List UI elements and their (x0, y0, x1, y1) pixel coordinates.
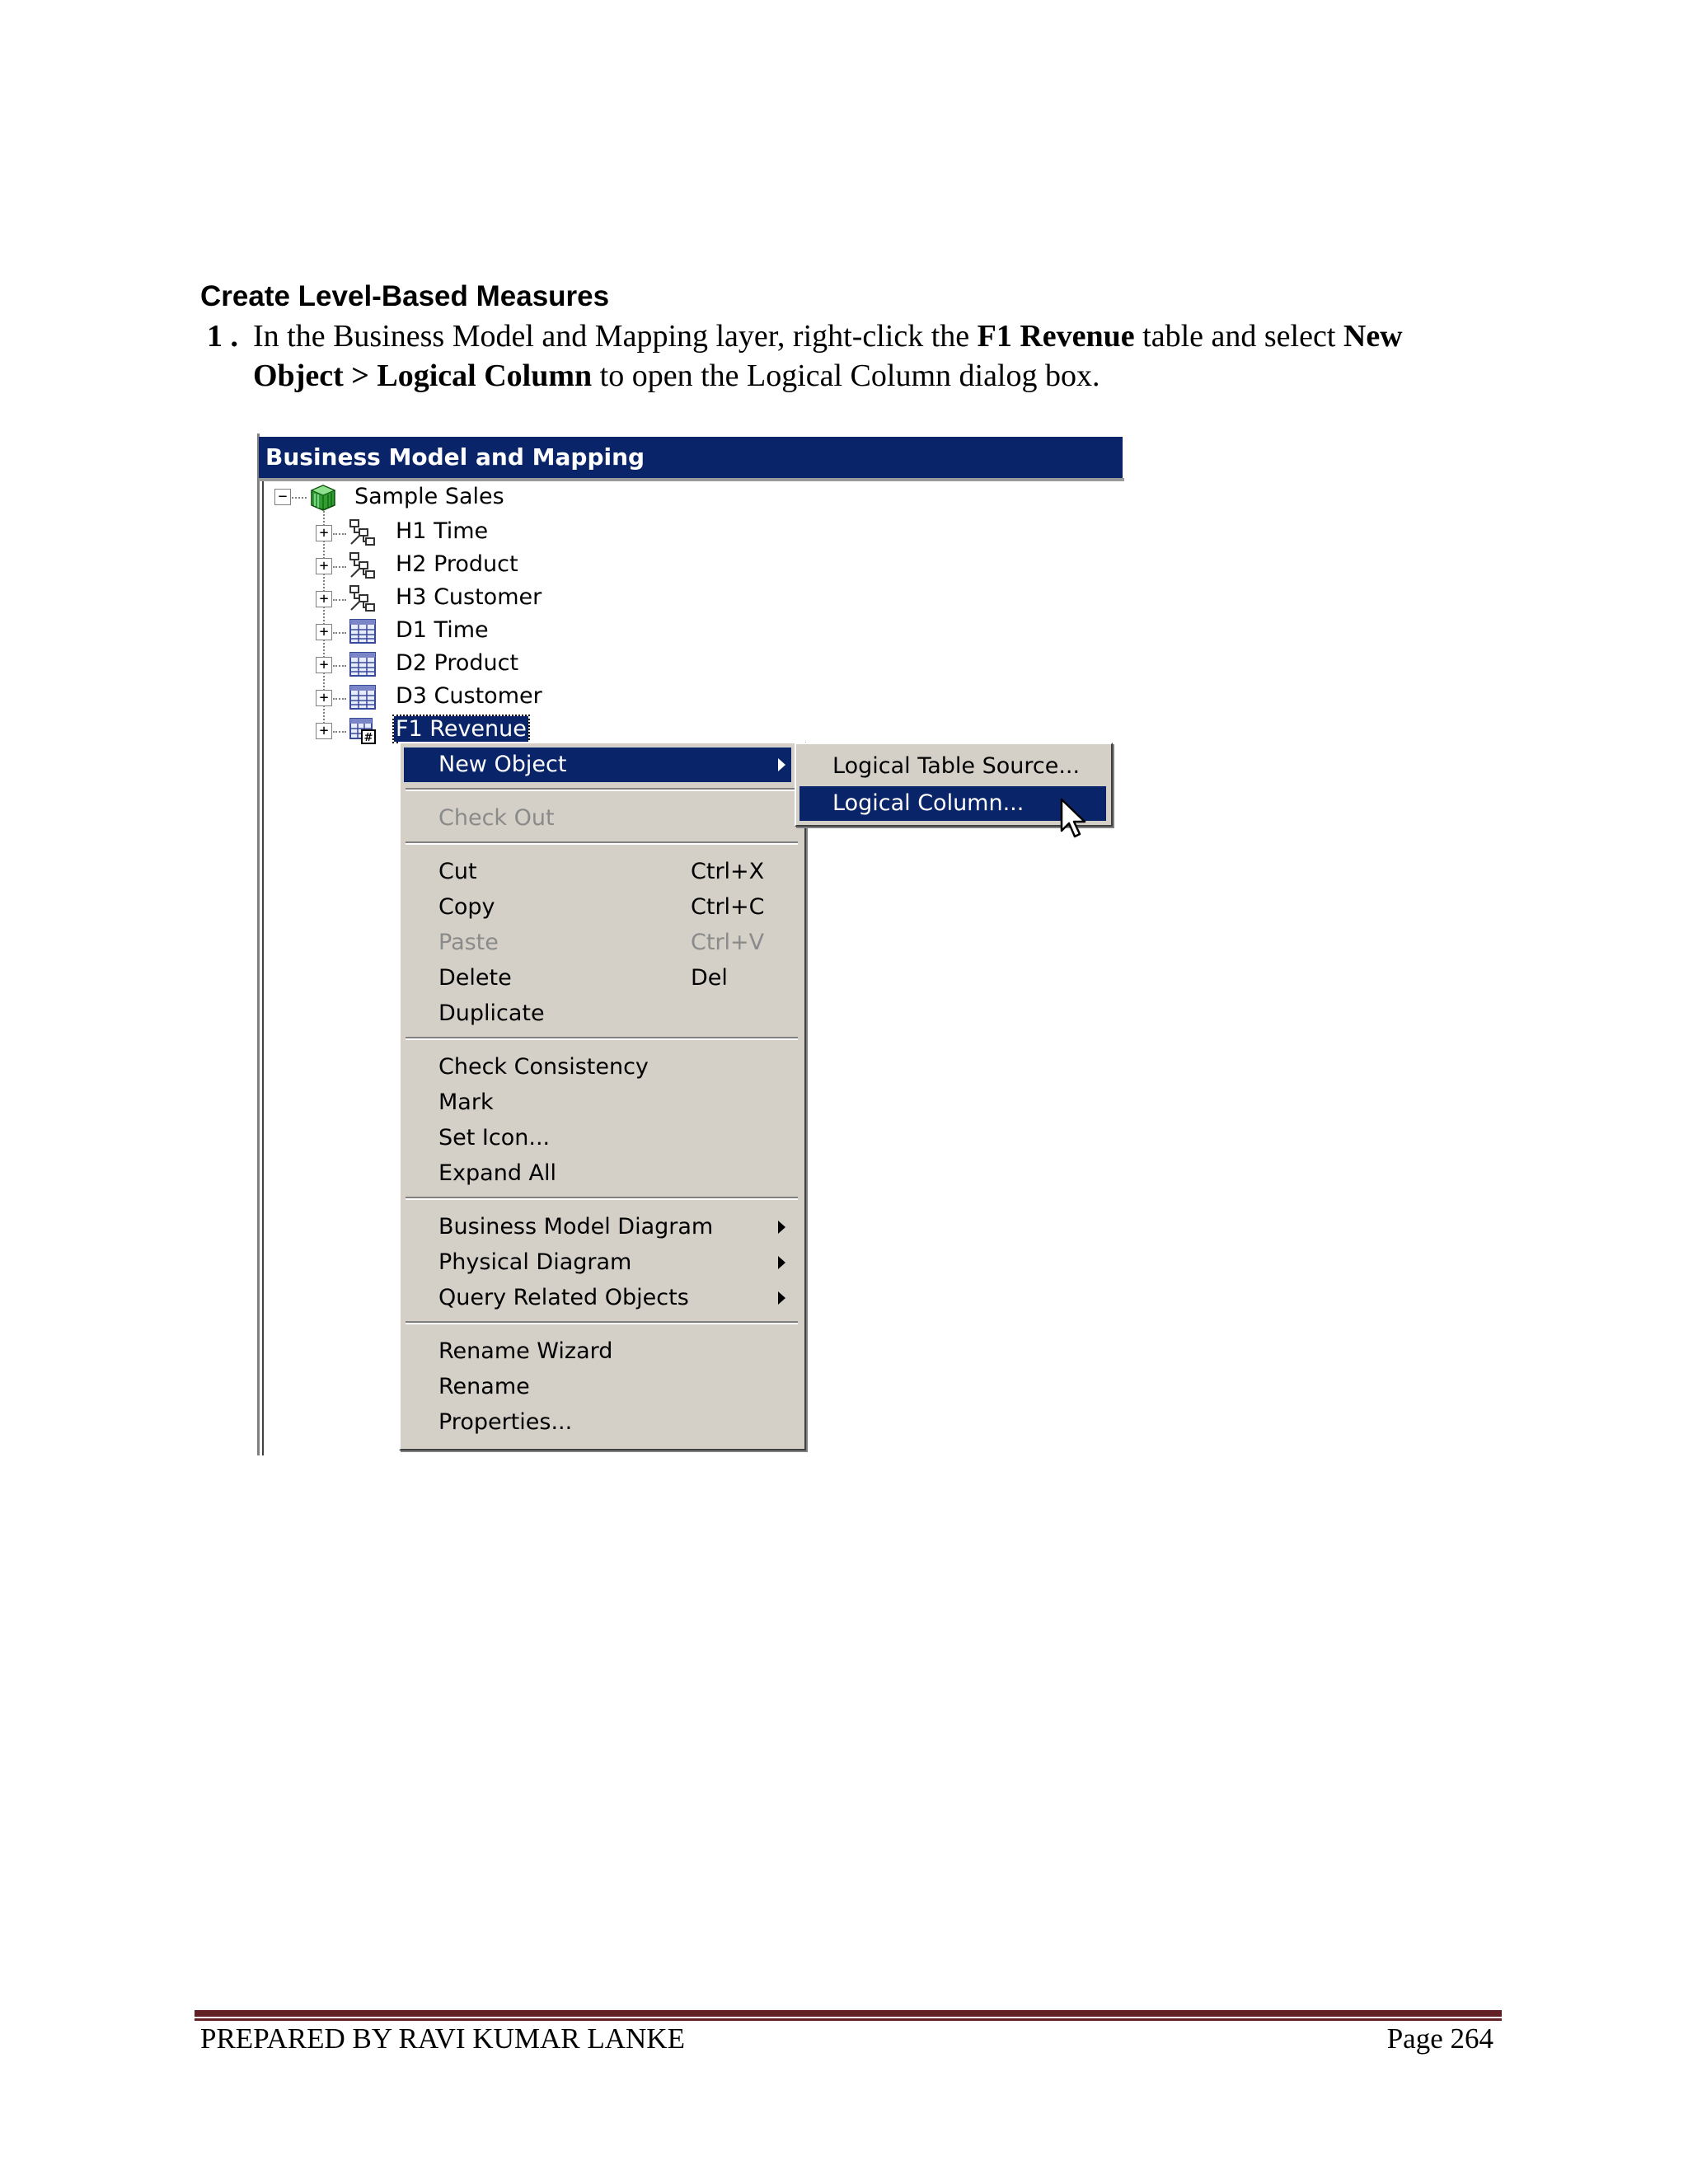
submenu-arrow-icon (778, 758, 785, 771)
fact-table-icon (348, 715, 377, 743)
menu-item-set-icon[interactable]: Set Icon... (438, 1125, 551, 1151)
menu-item-properties[interactable]: Properties... (438, 1409, 573, 1435)
tree-connector (333, 632, 346, 634)
expand-icon[interactable]: + (316, 624, 332, 640)
expand-icon[interactable]: + (316, 690, 332, 706)
hierarchy-icon (348, 518, 377, 546)
hierarchy-icon (348, 583, 377, 612)
expand-icon[interactable]: + (316, 591, 332, 607)
footer-page-number: Page 264 (1386, 2022, 1493, 2055)
mouse-cursor-icon (1060, 798, 1088, 841)
svg-text:#: # (363, 732, 373, 744)
tree-item-h2-product[interactable]: H2 Product (396, 551, 518, 577)
menu-item-paste[interactable]: Paste (438, 930, 499, 955)
expand-icon[interactable]: + (316, 657, 332, 673)
menu-separator (406, 1197, 798, 1200)
menu-separator (406, 1321, 798, 1324)
business-model-icon (308, 483, 338, 511)
tree-root-label[interactable]: Sample Sales (354, 484, 504, 509)
menu-item-duplicate[interactable]: Duplicate (438, 1001, 545, 1026)
panel-title-divider (259, 478, 1124, 481)
tree-connector (333, 599, 346, 601)
tree-item-f1-revenue-label: F1 Revenue (396, 716, 527, 742)
footer-rule (195, 2010, 1502, 2017)
menu-item-physical-diagram[interactable]: Physical Diagram (438, 1249, 632, 1275)
menu-shortcut-copy: Ctrl+C (691, 894, 765, 920)
tree-item-h1-time[interactable]: H1 Time (396, 518, 489, 544)
panel-border (257, 434, 260, 1455)
expand-icon[interactable]: + (316, 723, 332, 739)
tree-item-f1-revenue[interactable] (394, 715, 528, 743)
menu-shortcut-cut: Ctrl+X (691, 859, 765, 884)
hierarchy-icon (348, 551, 377, 579)
tree-connector (333, 731, 346, 733)
menu-item-copy[interactable]: Copy (438, 894, 495, 920)
submenu-arrow-icon (778, 1221, 785, 1234)
footer-author: PREPARED BY RAVI KUMAR LANKE (200, 2022, 685, 2055)
step-bold-1: F1 Revenue (977, 319, 1135, 354)
table-icon (348, 616, 377, 644)
menu-item-mark[interactable]: Mark (438, 1090, 494, 1115)
tree-item-d1-time[interactable]: D1 Time (396, 617, 489, 643)
panel-title-bar: Business Model and Mapping (259, 437, 1123, 478)
panel-inner-border (262, 481, 264, 1455)
menu-item-rename[interactable]: Rename (438, 1374, 530, 1399)
step-bold-3: Object > Logical Column (253, 359, 593, 393)
collapse-icon[interactable]: − (274, 489, 291, 505)
menu-item-delete[interactable]: Delete (438, 965, 512, 991)
menu-item-check-consistency[interactable]: Check Consistency (438, 1054, 649, 1080)
tree-connector (292, 497, 307, 499)
menu-item-cut[interactable]: Cut (438, 859, 477, 884)
step-text-1: In the Business Model and Mapping layer, right-click the (253, 319, 978, 354)
section-heading: Create Level-Based Measures (200, 280, 610, 312)
table-icon (348, 649, 377, 677)
step-text-3: to open the Logical Column dialog box. (592, 359, 1100, 393)
menu-shortcut-paste: Ctrl+V (691, 930, 765, 955)
expand-icon[interactable]: + (316, 558, 332, 574)
tree-connector (333, 698, 346, 700)
submenu-arrow-icon (778, 1291, 785, 1305)
menu-item-business-model-diagram[interactable]: Business Model Diagram (438, 1214, 714, 1240)
step-number: 1 . (207, 319, 238, 354)
menu-separator (406, 1037, 798, 1040)
tree-item-d2-product[interactable]: D2 Product (396, 650, 519, 676)
menu-item-check-out[interactable]: Check Out (438, 805, 555, 831)
menu-item-query-related-objects[interactable]: Query Related Objects (438, 1285, 689, 1310)
step-text-2: table and select (1134, 319, 1343, 354)
tree-connector (333, 533, 346, 535)
menu-item-new-object[interactable]: New Object (438, 752, 567, 777)
menu-item-expand-all[interactable]: Expand All (438, 1160, 557, 1186)
tree-connector (333, 665, 346, 667)
footer-rule-thin (195, 2018, 1502, 2021)
submenu-arrow-icon (778, 1256, 785, 1269)
menu-shortcut-delete: Del (691, 965, 728, 991)
step-bold-2: New (1343, 319, 1403, 354)
submenu-item-logical-column[interactable]: Logical Column... (832, 790, 1025, 816)
expand-icon[interactable]: + (316, 525, 332, 541)
menu-separator (406, 788, 798, 791)
tree-item-d3-customer[interactable]: D3 Customer (396, 683, 542, 709)
tree-connector (333, 566, 346, 568)
tree-item-h3-customer[interactable]: H3 Customer (396, 584, 542, 610)
submenu-item-logical-table-source[interactable]: Logical Table Source... (832, 753, 1081, 779)
table-icon (348, 682, 377, 710)
menu-item-rename-wizard[interactable]: Rename Wizard (438, 1338, 613, 1364)
menu-separator (406, 841, 798, 845)
instruction-step (200, 316, 1519, 396)
